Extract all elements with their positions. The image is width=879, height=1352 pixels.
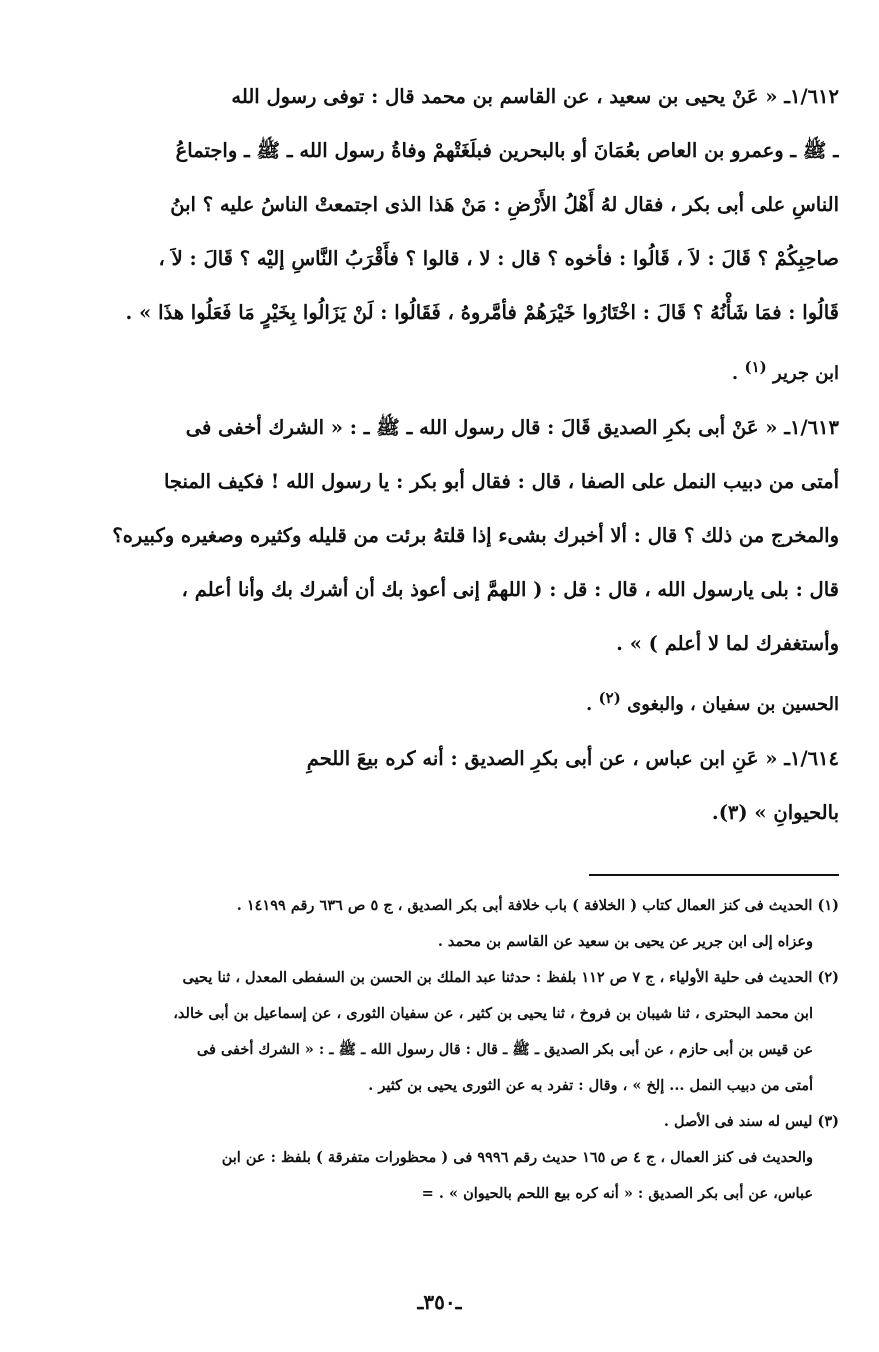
footnote-line: عن قيس بن أبى حازم ، عن أبى بكر الصديق ـ ﷺ ـ قال : قال رسول الله ـ ﷺ ـ : « الشرك أخفى فى xyxy=(196,1041,813,1058)
footnote-line: أمتى من دبيب النمل ... إلخ » ، وقال : تفرد به عن الثورى يحيى بن كثير . xyxy=(368,1077,813,1094)
footnote-1 xyxy=(40,888,839,960)
text-line: ١/٦١٢ـ « عَنْ يحيى بن سعيد ، عن القاسم بن محمد قال : توفى رسول الله xyxy=(231,85,839,108)
text-line: صاحِبِكُمْ ؟ قَالَ : لاَ ، قَالُوا : فأخوه ؟ قال : لا ، قالوا ؟ فأَقْرَبُ النَّاسِ إليْه ؟ قَالَ : لاَ ، xyxy=(158,247,839,270)
footnote-line: (٣) ليس له سند فى الأصل . xyxy=(663,1113,839,1130)
footnote-line: (١) الحديث فى كنز العمال كتاب ( الخلافة ) باب خلافة أبى بكر الصديق ، ج ٥ ص ٦٣٦ رقم ١٤١٩٩ . xyxy=(236,897,839,914)
text-line: ١/٦١٤ـ « عَنِ ابن عباس ، عن أبى بكرِ الصديق : أنه كره بيعَ اللحمِ xyxy=(306,747,839,770)
text-line: الناسِ على أبى بكر ، فقال لهُ أَهْلُ الأَرْضِ : مَنْ هَذا الذى اجتمعتْ الناسُ عليه ؟ ابنُ xyxy=(170,193,839,216)
hadith-source: ابن جرير $^{(١)}$ . xyxy=(731,358,839,384)
text-line: قَالُوا : فمَا شَأْنُهُ ؟ قَالَ : اخْتَارُوا خَيْرَهُمْ فأمَّروهُ ، فَقَالُوا : لَنْ يَزَالُوا بِخَيْرٍ مَا فَعَلُوا هذَا » . xyxy=(125,301,839,324)
hadith-612 xyxy=(40,70,839,401)
hadith-614 xyxy=(40,732,839,840)
footnote-line: (٢) الحديث فى حلية الأولياء ، ج ٧ ص ١١٢ بلفظ : حدثنا عبد الملك بن الحسن بن السفطى المعدل ، ثنا يحيى xyxy=(182,969,839,986)
footnote-2 xyxy=(40,960,839,1104)
text-line: قال : بلى يارسول الله ، قال : قل : ( اللهمَّ إنى أعوذ بك أن أشرك بك وأنا أعلم ، xyxy=(181,578,839,601)
text-line: والمخرج من ذلك ؟ قال : ألا أخبرك بشىء إذا قلتهُ برئت من قليله وكثيره وصغيره وكبيره؟ xyxy=(112,524,839,547)
footnote-3 xyxy=(40,1104,839,1212)
footnote-divider xyxy=(589,874,839,876)
footnote-line: وعزاه إلى ابن جرير عن يحيى بن سعيد عن القاسم بن محمد . xyxy=(437,933,813,950)
text-line: بالحيوانِ » (٣). xyxy=(711,801,839,824)
footnote-ref: (٢) xyxy=(598,689,621,707)
text-line: ـ ﷺ ـ وعمرو بن العاص بعُمَانَ أو بالبحرين فبلَغَتْهمْ وفاةُ رسول الله ـ ﷺ ـ واجتماعُ xyxy=(175,139,839,162)
page-number: ـ٣٥٠ـ xyxy=(417,1290,462,1314)
text-line: أمتى من دبيب النمل على الصفا ، قال : فقال أبو بكر : يا رسول الله ! فكيف المنجا xyxy=(163,470,839,493)
source-text: ابن جرير xyxy=(773,363,839,384)
hadith-source: الحسين بن سفيان ، والبغوى $^{(٢)}$ . xyxy=(586,689,839,715)
footnote-ref: (١) xyxy=(744,358,767,376)
footnote-line: والحديث فى كنز العمال ، ج ٤ ص ١٦٥ حديث رقم ٩٩٩٦ فى ( محظورات متفرقة ) بلفظ : عن ابن xyxy=(221,1149,813,1166)
footnote-line: ابن محمد البحترى ، ثنا شيبان بن فروخ ، ثنا يحيى بن كثير ، عن سفيان الثورى ، عن إسماعيل بن أبى خالد، xyxy=(173,1005,813,1022)
text-line: ١/٦١٣ـ « عَنْ أبى بكرِ الصديق قَالَ : قال رسول الله ـ ﷺ ـ : « الشرك أخفى فى xyxy=(185,416,839,439)
source-text: الحسين بن سفيان ، والبغوى xyxy=(627,694,839,715)
hadith-613 xyxy=(40,401,839,732)
footnotes xyxy=(40,888,839,1212)
text-line: وأستغفرك لما لا أعلم ) » . xyxy=(616,632,839,655)
main-text xyxy=(40,70,839,840)
footnote-line: عباس، عن أبى بكر الصديق : « أنه كره بيع اللحم بالحيوان » . = xyxy=(421,1185,813,1202)
